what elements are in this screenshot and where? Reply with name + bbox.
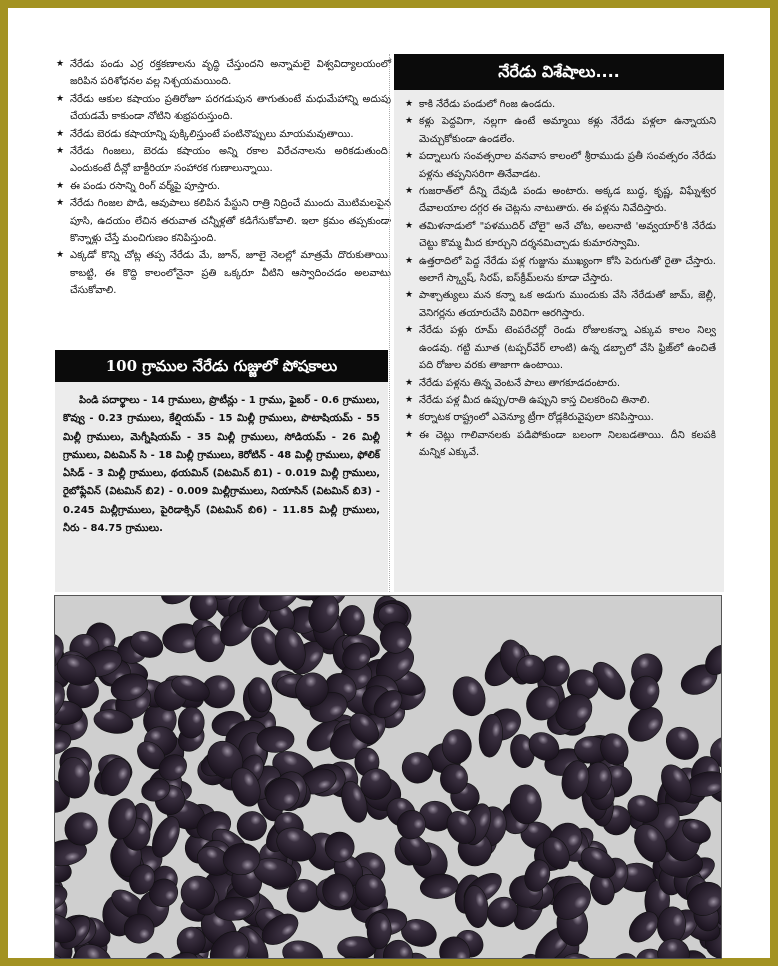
list-item-text: నేరేడు ఆకుల కషాయం ప్రతిరోజూ పరగడుపున తాగుతుంటే మధుమేహాన్ని అదుపు చేయడమే కాకుండా నోటిని శుభ్రపరుస్తుంది. xyxy=(70,93,391,123)
list-item xyxy=(404,218,716,253)
star-bullet-icon: ★ xyxy=(405,116,414,127)
list-item xyxy=(404,375,716,392)
list-item xyxy=(55,143,391,178)
star-bullet-icon: ★ xyxy=(405,377,414,388)
star-bullet-icon: ★ xyxy=(405,99,414,109)
list-item xyxy=(55,126,391,143)
nutrition-box xyxy=(55,350,388,592)
list-item-text: నేరేడు పళ్లను తిన్న వెంటనే పాలు తాగకూడదంటారు. xyxy=(419,377,621,389)
newspaper-clipping xyxy=(8,8,770,958)
facts-title: నేరేడు విశేషాలు.... xyxy=(394,54,724,90)
list-item-text: కాకి నేరేడు పండులో గింజ ఉండదు. xyxy=(419,99,556,110)
star-bullet-icon: ★ xyxy=(56,128,65,139)
health-benefits-list xyxy=(55,56,391,300)
list-item-text: నేరేడు పండు ఎర్ర రక్తకణాలను వృద్ధి చేస్తుందని అన్నామలై విశ్వవిద్యాలయంలో జరిపిన పరిశోధనల వల్ల నిశ్చయమయింది. xyxy=(70,59,391,88)
list-item-text: ఈ చెట్లు గాలివానలకు పడిపోకుండా బలంగా నిలబడతాయి. దీని కలపకి మన్నిక ఎక్కువే. xyxy=(419,429,716,459)
star-bullet-icon: ★ xyxy=(405,412,414,423)
list-item xyxy=(404,96,716,113)
list-item-text: నేరేడు బెరడు కషాయాన్ని పుక్కిలిస్తుంటే పంటినొప్పులు మాయమవుతాయి. xyxy=(70,128,354,140)
star-bullet-icon: ★ xyxy=(405,290,414,301)
list-item xyxy=(404,113,716,148)
star-bullet-icon: ★ xyxy=(56,146,65,157)
list-item-text: గుజరాత్‌లో దీన్ని దేవుడి పండు అంటారు. అక్కడ బుద్ధ, కృష్ణ, విఘ్నేశ్వర దేవాలయాల దగ్గర ఈ చెట్లను నాటుతారు. ఈ పళ్లను నివేదిస్తారు. xyxy=(419,186,716,215)
jamun-fruit xyxy=(340,605,365,636)
list-item xyxy=(404,148,716,183)
list-item xyxy=(55,91,391,126)
jamun-fruits-image xyxy=(55,596,721,958)
list-item-text: నేరేడు పళ్లు రూమ్ టెంపరేచర్లో రెండు రోజులకన్నా ఎక్కువ కాలం నిల్వ ఉండవు. గట్టి మూత (టప్పర్‌వేర్ లాంటి) ఉన్న డబ్బాలో వేసి ఫ్రిజ్‌లో ఉంచితే పది రోజుల వరకు తాజాగా ఉంటాయి. xyxy=(419,325,716,372)
list-item-text: నేరేడు గింజల పొడి, ఆవుపాలు కలిపిన పేస్టుని రాత్రి నిద్రించే ముందు మొటిమలపైన పూసి, ఉదయం లేచిన తరువాత చన్నీళ్లతో కడిగేసుకోవాలి. ఇలా క్రమం తప్పకుండా కొన్నాళ్లు చేస్తే మంచిగుణం కనిపిస్తుంది. xyxy=(70,198,391,245)
star-bullet-icon: ★ xyxy=(405,151,414,162)
list-item-text: నేరేడు గింజలు, బెరడు కషాయం అన్ని రకాల విరేచనాలను అరికడుతుంది. ఎందుకంటే దీన్లో బాక్టీరియా సంహారక గుణాలున్నాయి. xyxy=(70,146,391,175)
list-item xyxy=(404,409,716,426)
nutrition-title: 100 గ్రాముల నేరేడు గుజ్జులో పోషకాలు xyxy=(55,350,388,382)
list-item-text: పద్నాలుగు సంవత్సరాల వనవాస కాలంలో శ్రీరాముడు ప్రతీ సంవత్సరం నేరేడు పళ్లను తప్పనిసరిగా తినేవాడట. xyxy=(419,151,716,180)
jamun-fruit-photo xyxy=(54,595,722,959)
star-bullet-icon: ★ xyxy=(405,255,414,266)
list-item-text: తమిళనాడులో "పళముదిర్ చోలై" అనే చోట, అలనాటి 'అవ్వయార్'కి నేరేడు చెట్టు కొమ్మ మీద కూర్చుని దర్శనమిచ్చాడు కుమారస్వామి. xyxy=(419,220,716,250)
list-item xyxy=(404,427,716,462)
list-item-text: ఉత్తరాదిలో పెద్ద నేరేడు పళ్ల గుజ్జును ముఖ్యంగా కోసి పెరుగుతో రైతా చేస్తారు. అలాగే స్క్వాష్, సిరప్, ఐస్‌క్రీమ్‌లను కూడా చేస్తారు. xyxy=(419,255,716,285)
list-item xyxy=(404,287,716,322)
list-item xyxy=(55,247,391,299)
facts-list xyxy=(394,90,724,462)
star-bullet-icon: ★ xyxy=(405,394,414,405)
list-item xyxy=(55,195,391,247)
facts-box xyxy=(394,54,724,592)
list-item-text: పాశ్చాత్యులు మన కన్నా ఒక అడుగు ముందుకు వేసి నేరేడుతో జామ్, జెల్లీ, వెనిగర్లను తయారుచేసి విరివిగా ఆరగిస్తారు. xyxy=(419,290,716,319)
list-item-text: ఈ పండు రసాన్ని రింగ్ వర్మ్‌పై పూస్తారు. xyxy=(70,180,221,192)
star-bullet-icon: ★ xyxy=(56,59,65,69)
star-bullet-icon: ★ xyxy=(56,93,65,104)
list-item xyxy=(55,56,391,91)
list-item xyxy=(404,322,716,374)
star-bullet-icon: ★ xyxy=(56,198,65,209)
star-bullet-icon: ★ xyxy=(405,325,414,336)
list-item xyxy=(404,392,716,409)
star-bullet-icon: ★ xyxy=(405,220,414,231)
list-item xyxy=(404,253,716,288)
list-item xyxy=(404,183,716,218)
star-bullet-icon: ★ xyxy=(405,429,414,440)
list-item-text: కర్నాటక రాష్ట్రంలో ఎవెన్యూ ట్రీగా రోడ్లకిరువైపులా కనిపిస్తాయి. xyxy=(419,412,654,424)
left-column xyxy=(55,56,391,300)
star-bullet-icon: ★ xyxy=(405,186,414,197)
star-bullet-icon: ★ xyxy=(56,250,65,261)
list-item xyxy=(55,178,391,195)
star-bullet-icon: ★ xyxy=(56,180,65,191)
nutrition-body: పిండి పదార్థాలు - 14 గ్రాములు, ప్రొటీన్లు - 1 గ్రాము, ఫైబర్ - 0.6 గ్రాములు, కొవ్వు - 0.23 గ్రాములు, కేల్షియమ్ - 15 మిల్లీ గ్రాములు, పొటాషియమ్ - 55 మిల్లీ గ్రాములు, మెగ్నీషియమ్ - 35 మిల్లీ గ్రాములు, సోడియమ్ - 26 మిల్లీ గ్రాములు, విటమిన్ సి - 18 మిల్లీ గ్రాములు, కెరోటిన్ - 48 మిల్లీ గ్రాములు, ఫోలిక్ ఏసిడ్ - 3 మిల్లీ గ్రాములు, థయమిన్ (విటమిన్ బి1) - 0.019 మిల్లీ గ్రాములు, రైబోఫ్లేవిన్ (విటమిన్ బి2) - 0.009 మిల్లీగ్రాములు, నియాసిన్ (విటమిన్ బి3) - 0.245 మిల్లీగ్రాములు, పైరిడాక్సిన్ (విటమిన్ బి6) - 11.85 మిల్లీ గ్రాములు, నీరు - 84.75 గ్రాములు. xyxy=(63,395,380,535)
list-item-text: ఎక్కడో కొన్ని చోట్ల తప్ప నేరేడు మే, జూన్, జూలై నెలల్లో మాత్రమే దొరుకుతాయి. కాబట్టి, ఈ కొద్ది కాలంలోనైనా ప్రతి ఒక్కరూ వీటిని ఆస్వాదించడం అలవాటు చేసుకోవాలి. xyxy=(70,250,391,297)
list-item-text: కళ్లు పెద్దవిగా, నల్లగా ఉంటే అమ్మాయి కళ్లు నేరేడు పళ్లలా ఉన్నాయని మెచ్చుకోకుండా ఉండలేం. xyxy=(419,116,716,145)
list-item-text: నేరేడు పళ్ల మీద ఉప్పు/రాతి ఉప్పుని కాస్త చిలకరించి తినాలి. xyxy=(419,394,650,406)
